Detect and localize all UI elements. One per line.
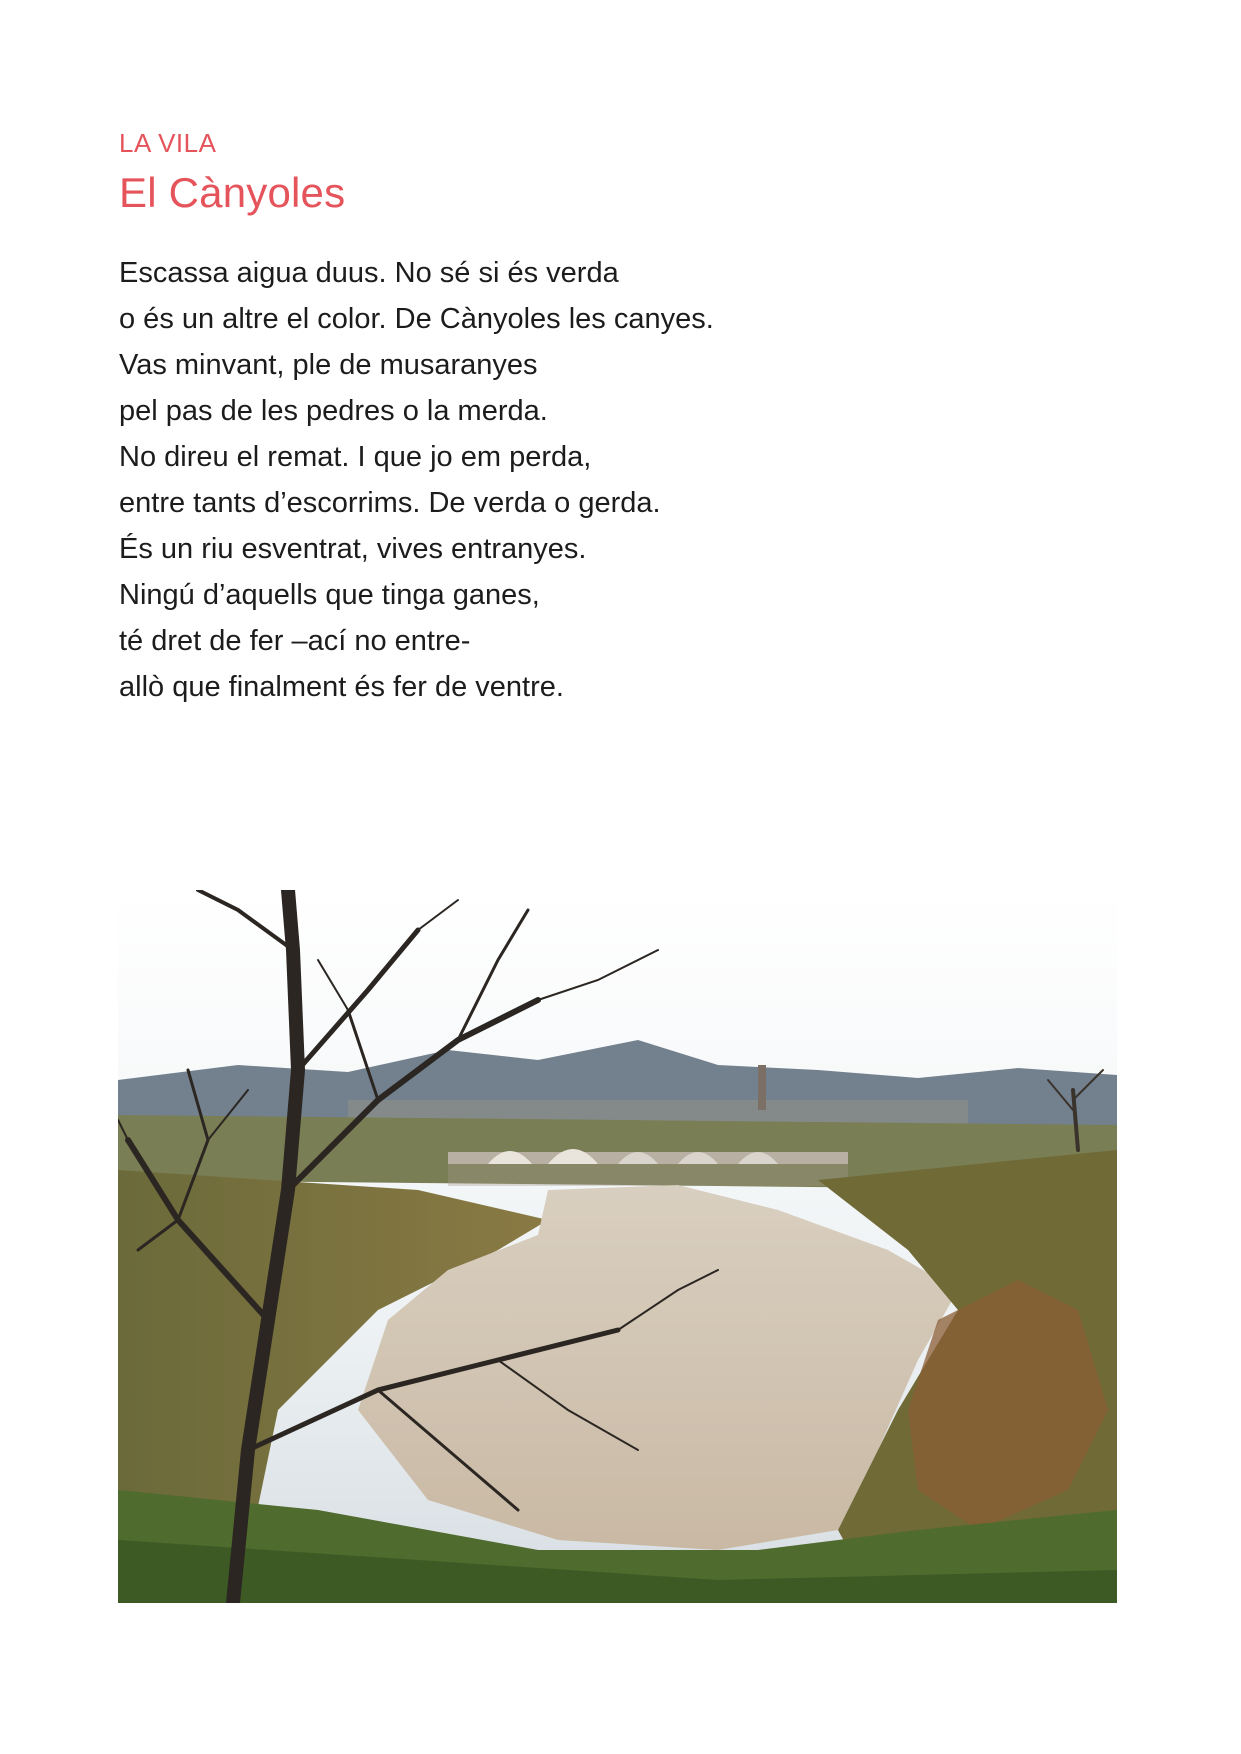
river-photo xyxy=(118,890,1117,1603)
bridge xyxy=(448,1149,848,1186)
poem-line: entre tants d’escorrims. De verda o gerda. xyxy=(119,487,661,519)
river-landscape-illustration xyxy=(118,890,1117,1603)
chimney xyxy=(758,1065,766,1110)
poem-line: És un riu esventrat, vives entranyes. xyxy=(119,533,587,565)
section-kicker: LA VILA xyxy=(119,128,217,158)
poem-line: No direu el remat. I que jo em perda, xyxy=(119,441,592,473)
poem-line: Escassa aigua duus. No sé si és verda xyxy=(119,257,619,289)
poem-line: allò que finalment és fer de ventre. xyxy=(119,671,564,703)
poem xyxy=(119,250,1019,710)
poem-line: té dret de fer –ací no entre- xyxy=(119,625,471,657)
poem-line: Ningú d’aquells que tinga ganes, xyxy=(119,579,540,611)
poem-line: o és un altre el color. De Cànyoles les canyes. xyxy=(119,303,714,335)
poem-line: Vas minvant, ple de musaranyes xyxy=(119,349,538,381)
page-title: El Cànyoles xyxy=(119,169,346,216)
poem-line: pel pas de les pedres o la merda. xyxy=(119,395,548,427)
